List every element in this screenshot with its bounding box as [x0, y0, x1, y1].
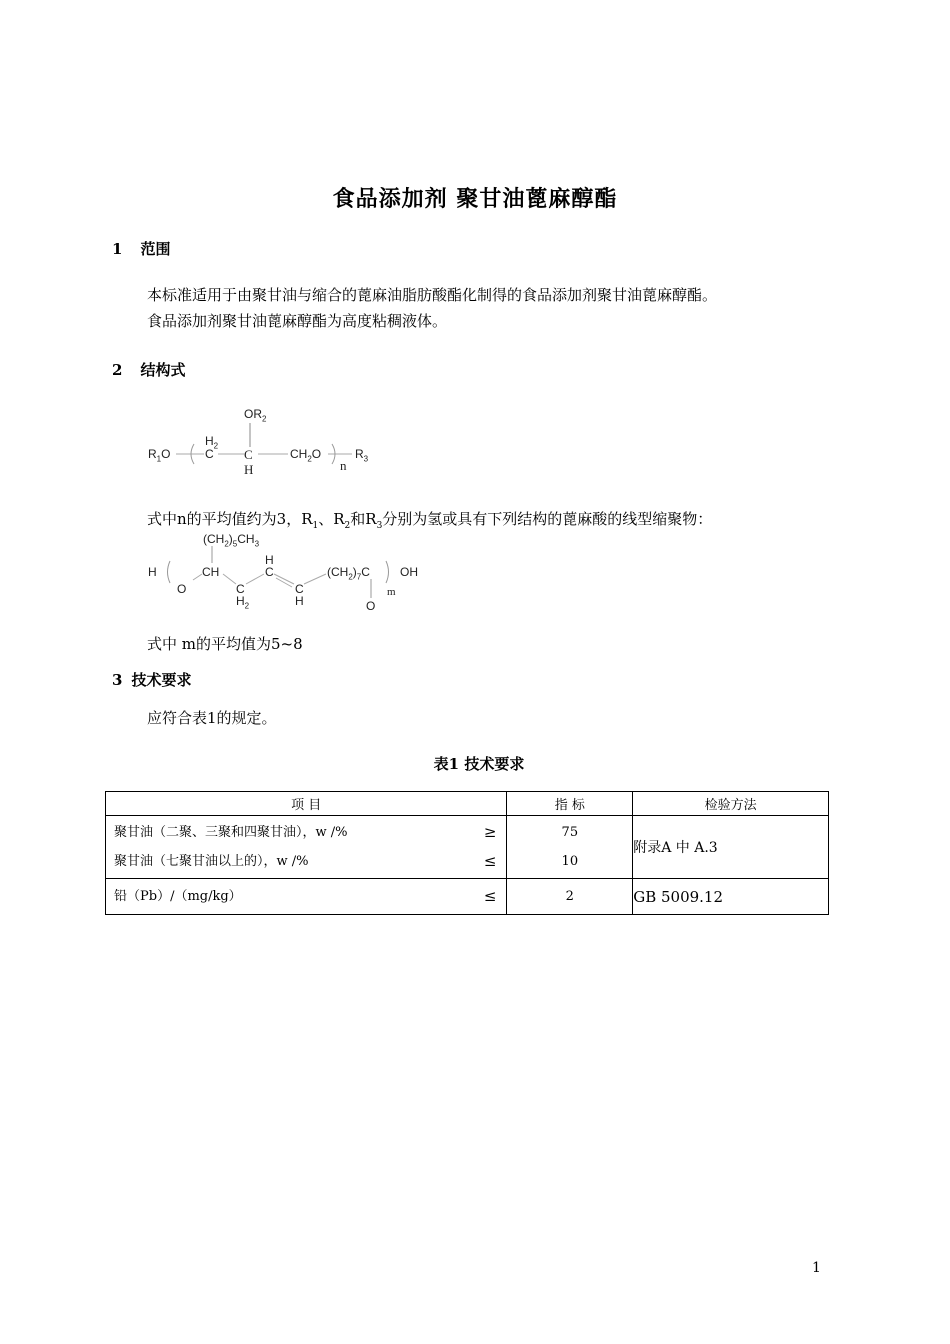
formula-2-o-carbonyl: O [366, 599, 376, 613]
table-row-polyglycerol [106, 816, 829, 879]
scope-paragraph-1: 本标准适用于由聚甘油与缩合的蓖麻油脂肪酸酯化制得的食品添加剂聚甘油蓖麻醇酯。 [147, 286, 718, 304]
technical-requirements-table [105, 791, 829, 915]
formula-2-h-right: H [295, 594, 304, 608]
formula-2-ch: CH [202, 565, 220, 579]
header-index: 指 标 [507, 792, 633, 816]
formula-1-n: n [340, 458, 347, 473]
section-3-number: 3 [112, 671, 123, 689]
section-2-title: 结构式 [140, 361, 186, 379]
symbol-gte: ≥ [483, 823, 497, 841]
formula-2-oh: OH [400, 565, 418, 579]
formula-2-ch2-7-c: $(CH_2)_7C$ [327, 565, 370, 582]
header-item: 项 目 [106, 792, 507, 816]
formula-2-c-right: C [295, 582, 304, 596]
row-item-lead-cell [106, 879, 507, 915]
document-title: 食品添加剂 聚甘油蓖麻醇酯 [332, 186, 618, 212]
formula-2-c-low: C [236, 582, 245, 596]
formula-note: 式中n的平均值约为3，$R_1$、$R_2$和$R_3$分别为氢或具有下列结构的蓖麻酸的线型缩聚物： [147, 510, 713, 531]
formula-1-c-center: C [244, 447, 253, 462]
m-note: 式中 m的平均值为5~8 [147, 635, 303, 653]
table-caption: 表1 技术要求 [433, 755, 525, 773]
table-header-row [106, 792, 829, 816]
page-number: 1 [812, 1260, 821, 1276]
formula-2-h-terminal: H [148, 565, 157, 579]
item-cell-group [106, 816, 507, 879]
formula-1-c-left: C [205, 447, 214, 461]
formula-2-o-ester: O [177, 582, 187, 596]
symbol-lte-lead: ≤ [483, 887, 497, 905]
formula-2-bonds [0, 0, 950, 650]
formula-2-m: m [387, 586, 396, 598]
row-item-lead: 铅（Pb）/（mg/kg） ≤ [106, 882, 506, 911]
header-method: 检验方法 [633, 792, 829, 816]
formula-1-ch2o: $CH_2O$ [290, 447, 322, 464]
method-annex-a3: 附录A 中 A.3 [633, 816, 829, 879]
formula-1-r1o: $R_1O$ [148, 447, 171, 464]
value-hepta-plus: 10 [561, 854, 579, 869]
formula-2-h-up: H [265, 553, 274, 567]
section-1-title: 范围 [140, 240, 171, 258]
structural-formula-ricinoleic [0, 0, 950, 650]
formula-2-ch2-5-ch3: $(CH_2)_5CH_3$ [203, 532, 260, 549]
scope-paragraph-2: 食品添加剂聚甘油蓖麻醇酯为高度粘稠液体。 [147, 312, 448, 330]
value-cell-group [507, 816, 633, 879]
section-3-heading [112, 669, 191, 690]
value-di-tri-tetra: 75 [561, 825, 579, 840]
section-2-number: 2 [112, 361, 123, 379]
formula-1-h-bottom: H [244, 462, 254, 477]
value-lead: 2 [507, 879, 633, 915]
formula-2-h2: $H_2$ [236, 594, 250, 611]
table-row-lead [106, 879, 829, 915]
formula-1-h2: $H_2$ [205, 434, 219, 451]
symbol-lte: ≤ [483, 852, 497, 870]
section-3-title: 技术要求 [131, 671, 192, 689]
requirements-paragraph: 应符合表1的规定。 [147, 709, 277, 727]
row-item-di-tri-tetra: 聚甘油（二聚、三聚和四聚甘油），w /% ≥ [106, 818, 506, 847]
row-item-hepta-plus: 聚甘油（七聚甘油以上的），w /% ≤ [106, 847, 506, 876]
formula-1-or2: $OR_2$ [244, 407, 267, 424]
formula-2-c-up: C [265, 565, 274, 579]
formula-1-r3: $R_3$ [355, 447, 369, 464]
method-gb-5009-12: GB 5009.12 [633, 879, 829, 915]
section-1-number: 1 [112, 240, 123, 258]
